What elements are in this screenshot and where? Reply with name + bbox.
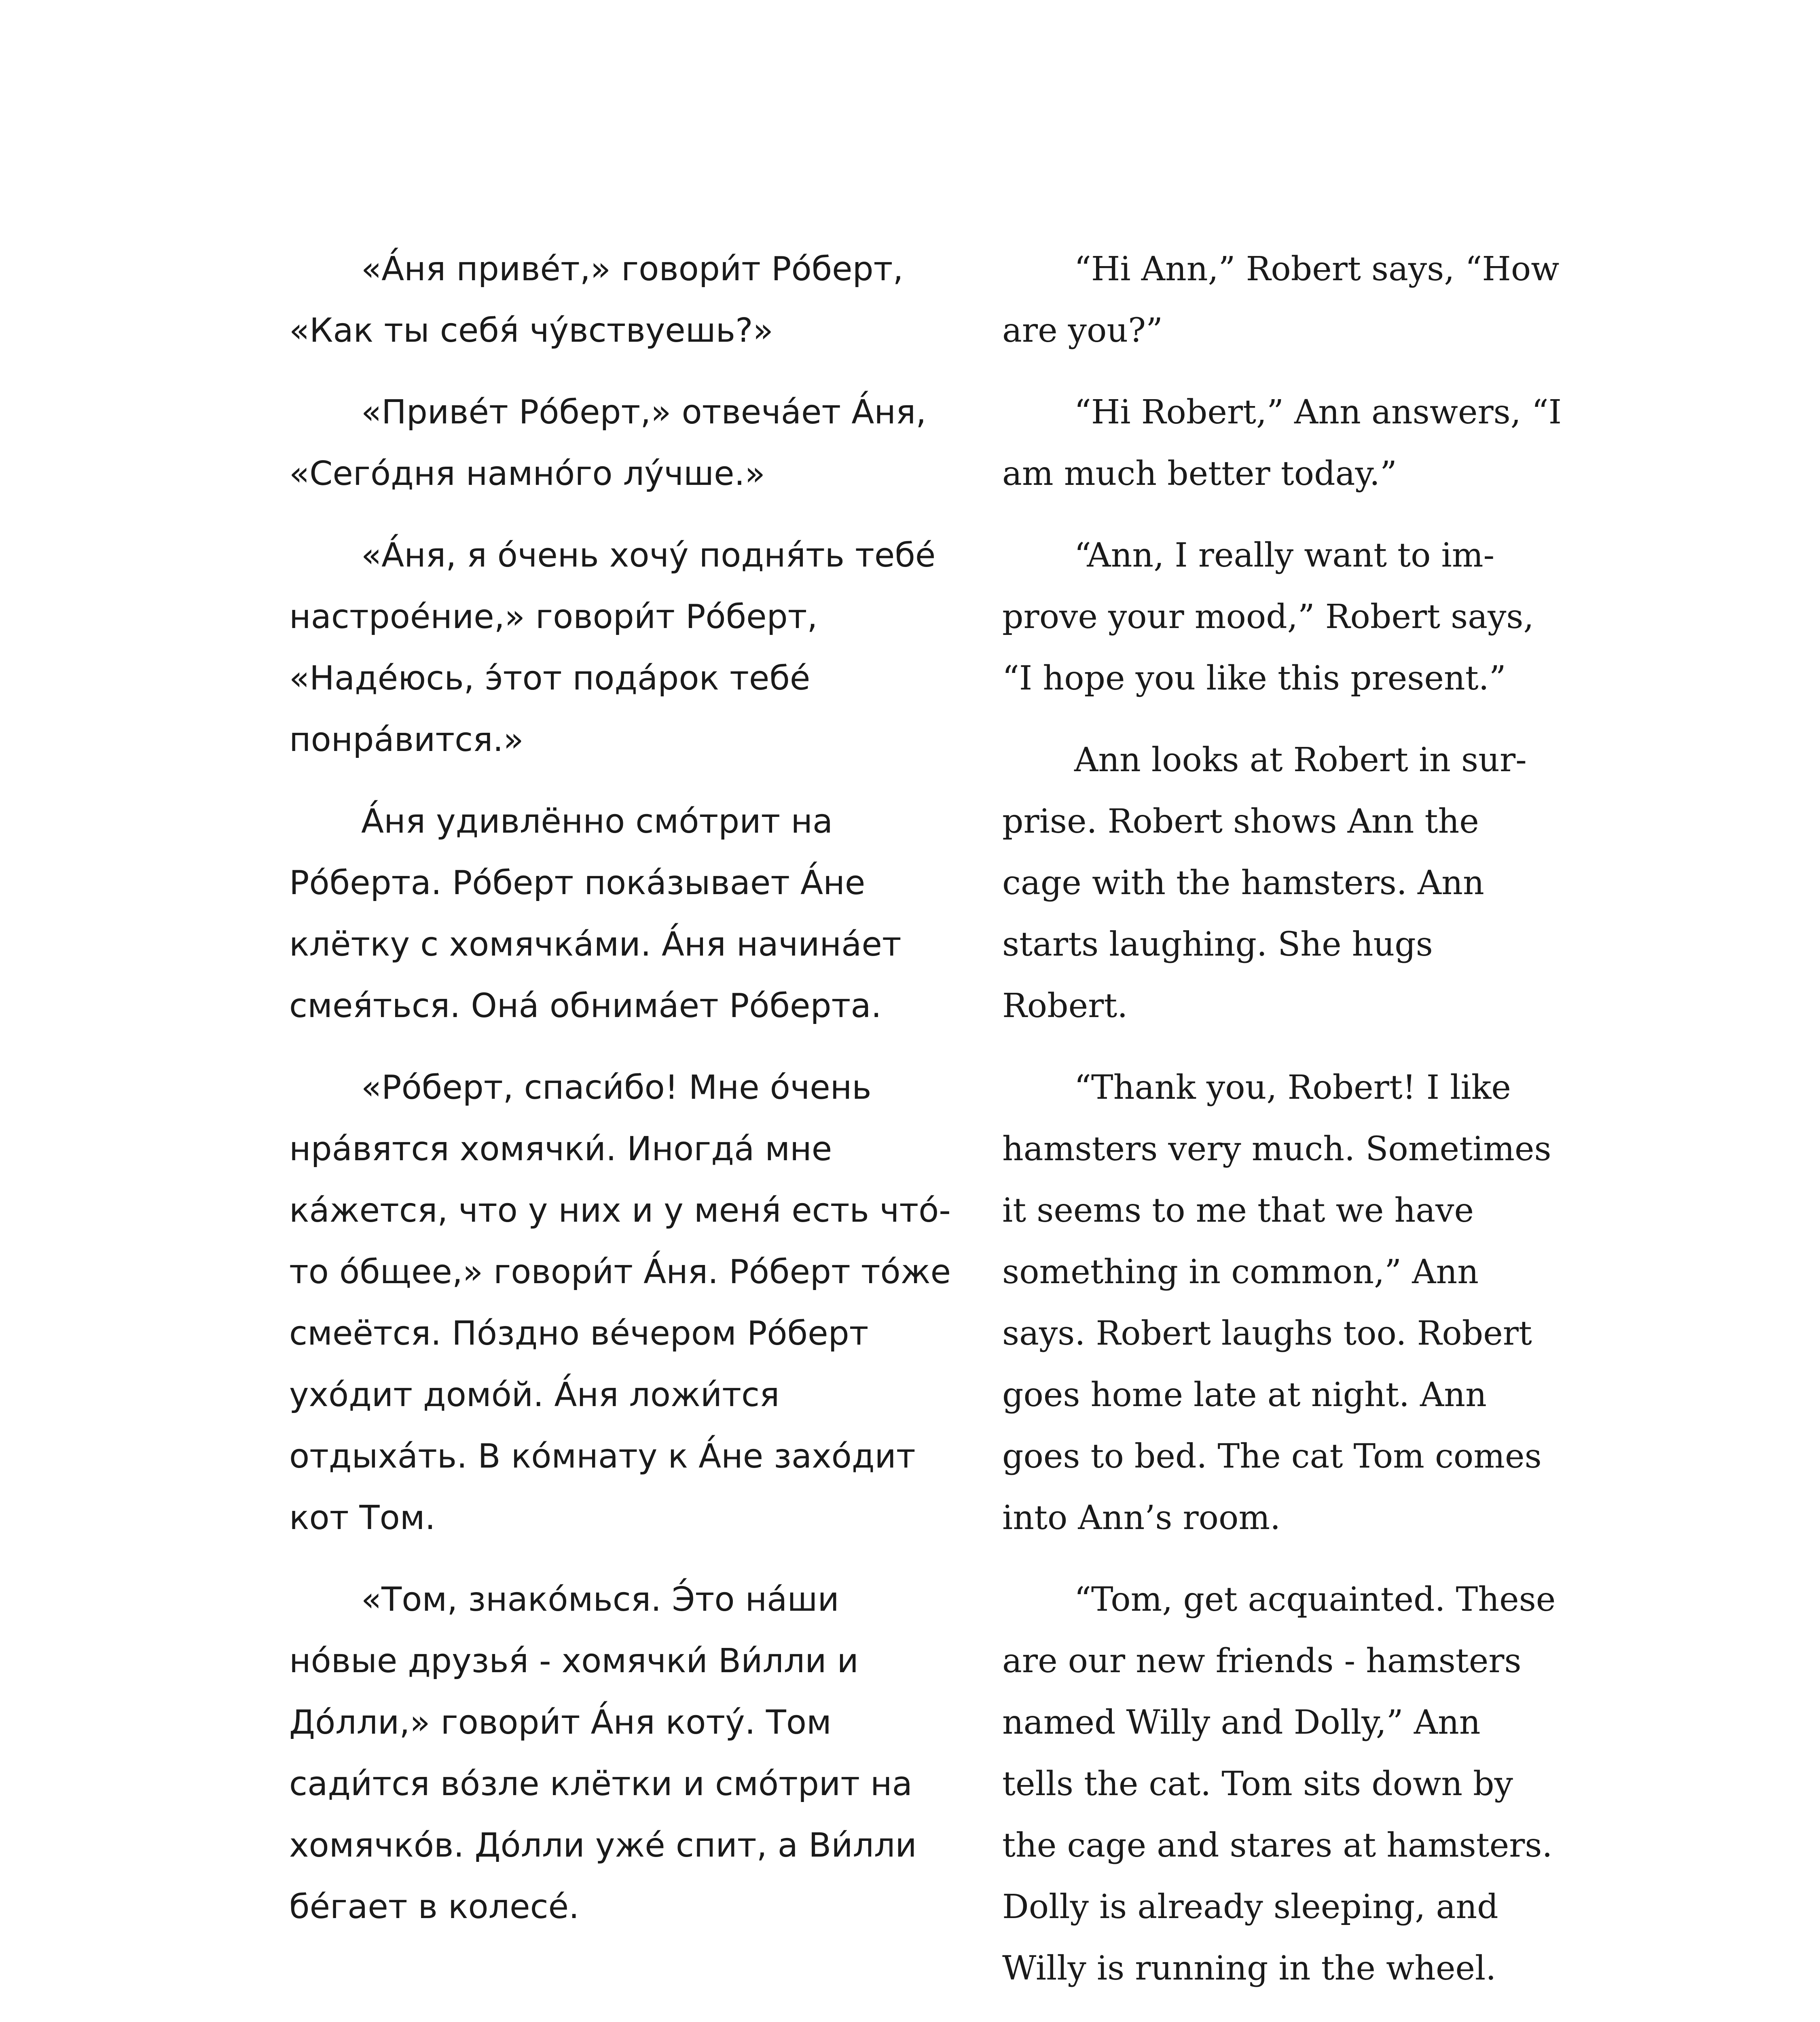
english-paragraph-1: “Hi Ann,” Robert says, “How are you?” — [1002, 250, 1560, 350]
russian-paragraph-2: «Приве́т Ро́берт,» отвеча́ет А́ня, «Сего́дня намно́го лу́чше.» — [289, 393, 927, 493]
russian-paragraph-1: «А́ня приве́т,» говори́т Ро́берт, «Как ты себя́ чу́вствуешь?» — [289, 250, 904, 350]
english-paragraph-3: “Ann, I really want to im- prove your mood,” Robert says, “I hope you like this present.” — [1002, 536, 1534, 698]
russian-text-column — [289, 239, 973, 1958]
english-paragraph-2: “Hi Robert,” Ann answers, “I am much better today.” — [1002, 393, 1562, 493]
english-paragraph-6: “Tom, get acquainted. These are our new friends - hamsters named Willy and Dolly,” Ann tells the cat. Tom sits down by the cage and stares at hamsters. Dolly is already sleeping, and Willy is running in the wheel. — [1002, 1580, 1556, 1988]
english-text-column — [1002, 239, 1568, 2020]
russian-paragraph-5: «Ро́берт, спаси́бо! Мне о́чень нра́вятся хомячки́. Иногда́ мне ка́жется, что у них и у меня́ есть что́- то о́бщее,» говори́т А́ня. Ро́берт то́же смеётся. По́здно ве́чером Ро́берт ухо́дит домо́й. А́ня ложи́тся отдыха́ть. В ко́мнату к А́не захо́дит кот Том. — [289, 1068, 951, 1537]
russian-paragraph-3: «А́ня, я о́чень хочу́ подня́ть тебе́ настрое́ние,» говори́т Ро́берт, «Наде́юсь, э́тот пода́рок тебе́ понра́вится.» — [289, 536, 936, 759]
russian-paragraph-6: «Том, знако́мься. Э́то на́ши но́вые друзья́ - хомячки́ Ви́лли и До́лли,» говори́т А́ня коту́. Том сади́тся во́зле клётки и смо́трит на хомячко́в. До́лли уже́ спит, а Ви́лли бе́гает в колесе́. — [289, 1580, 917, 1926]
english-paragraph-5: “Thank you, Robert! I like hamsters very much. Sometimes it seems to me that we have something in common,” Ann says. Robert laughs too. Robert goes home late at night. Ann goes to bed. The cat Tom comes into Ann’s room. — [1002, 1068, 1551, 1537]
english-paragraph-4: Ann looks at Robert in sur- prise. Robert shows Ann the cage with the hamsters. Ann starts laughing. She hugs Robert. — [1002, 741, 1527, 1025]
russian-paragraph-4: А́ня удивлённо смо́трит на Ро́берта. Ро́берт пока́зывает А́не клётку с хомячка́ми. А́ня начина́ет смея́ться. Она́ обнима́ет Ро́берта. — [289, 802, 902, 1025]
